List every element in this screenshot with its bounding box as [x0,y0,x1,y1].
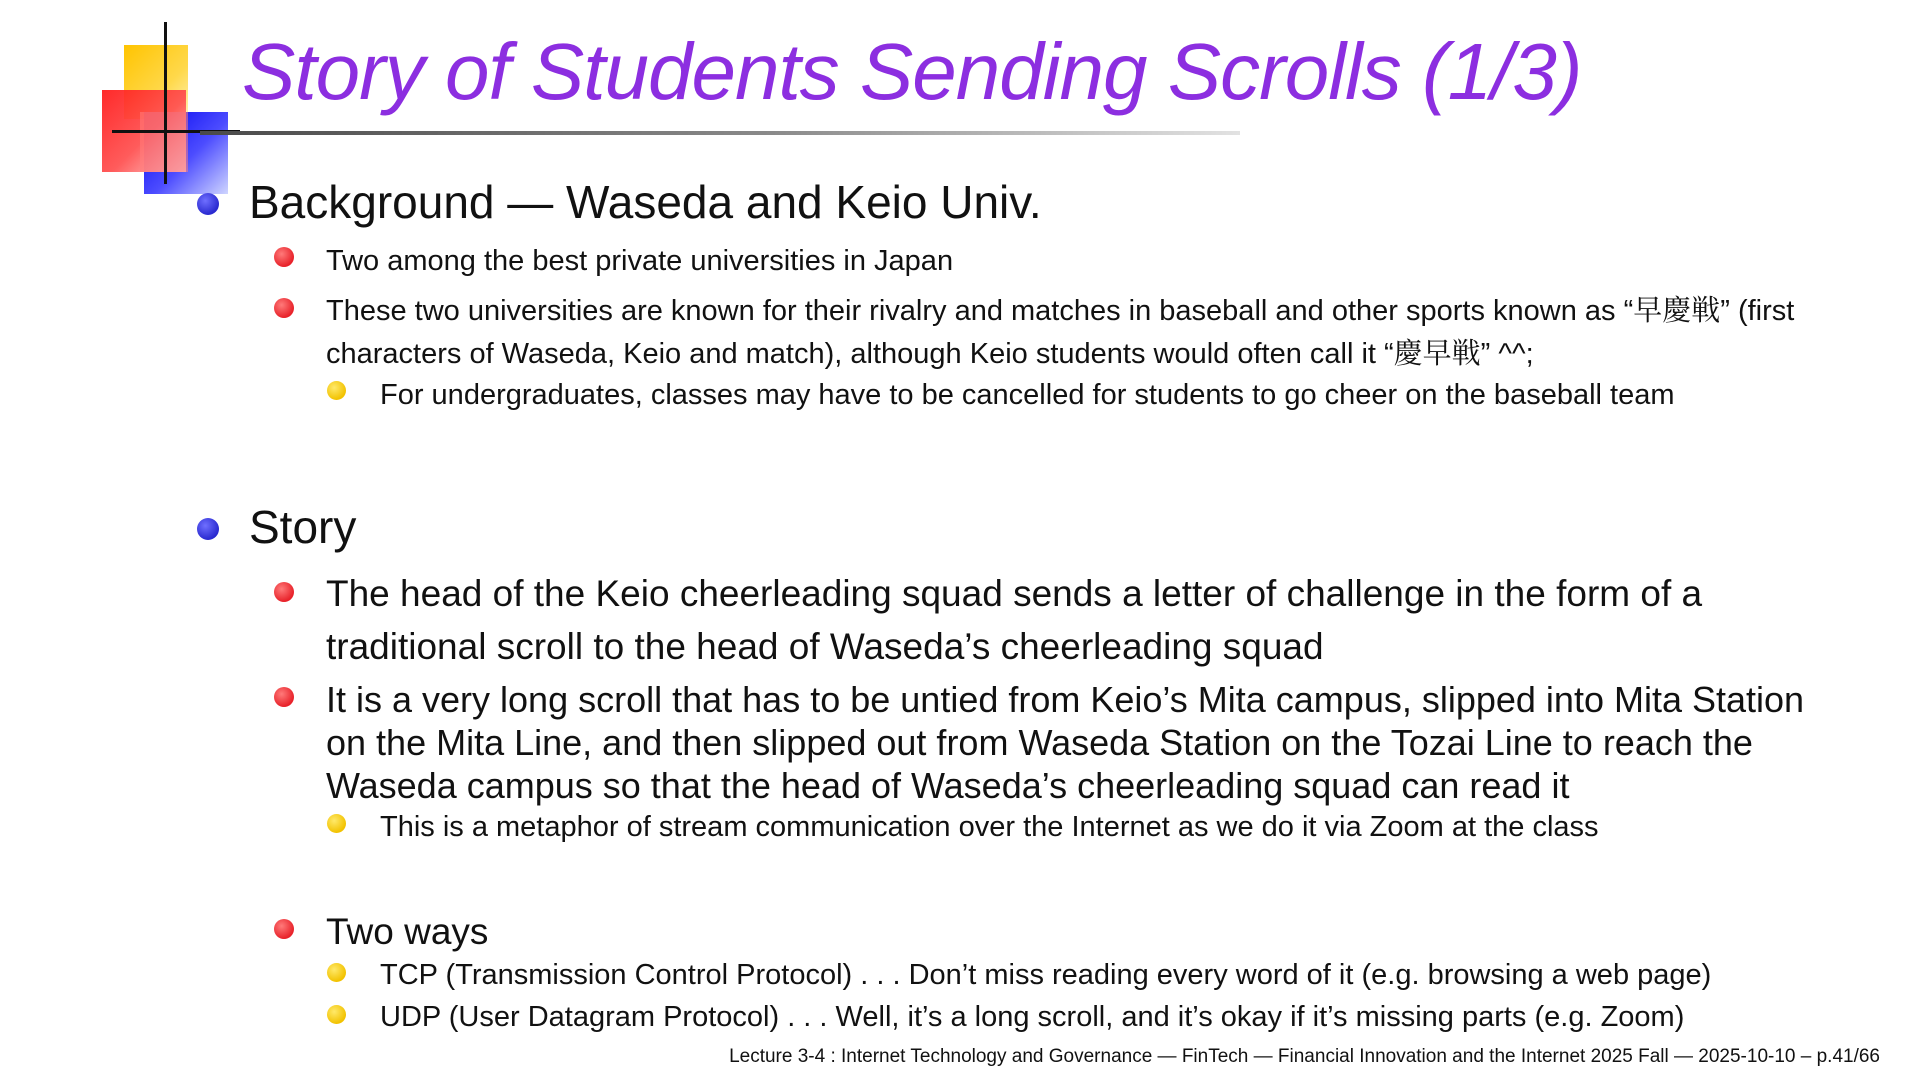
item-bullet [274,582,294,602]
sub-item-bullet [327,1005,346,1024]
sub-item-text: UDP (User Datagram Protocol) . . . Well, it’s a long scroll, and it’s okay if it’s missing parts (e.g. Zoom) [380,1001,1685,1033]
section-bullet-background [197,193,219,215]
title-underline [200,131,1240,135]
list-item-text-continued: traditional scroll to the head of Waseda’s cheerleading squad [326,626,1324,667]
list-item-text-continued: on the Mita Line, and then slipped out from Waseda Station on the Tozai Line to reach the [326,722,1753,763]
sub-item-text: For undergraduates, classes may have to be cancelled for students to go cheer on the baseball team [380,379,1675,411]
sub-item-bullet [327,381,346,400]
item-bullet [274,687,294,707]
item-bullet [274,298,294,318]
slide-title: Story of Students Sending Scrolls (1/3) [242,27,1582,116]
sub-item-text: This is a metaphor of stream communication over the Internet as we do it via Zoom at the class [380,811,1599,843]
list-item-text-continued: characters of Waseda, Keio and match), although Keio students would often call it “慶早戦” ^^; [326,338,1534,370]
list-item-text: Two among the best private universities in Japan [326,245,954,277]
item-bullet [274,247,294,267]
list-item-text: It is a very long scroll that has to be untied from Keio’s Mita campus, slipped into Mita Station [326,679,1805,720]
list-item-text: The head of the Keio cheerleading squad sends a letter of challenge in the form of a [326,573,1703,614]
list-item-text: These two universities are known for their rivalry and matches in baseball and other sports known as “早慶戦” (first [326,295,1795,327]
item-bullet [274,919,294,939]
section-heading-story: Story [249,501,357,553]
sub-item-bullet [327,963,346,982]
section-heading-background: Background — Waseda and Keio Univ. [249,176,1042,228]
list-item-text: Two ways [326,911,489,952]
section-bullet-story [197,518,219,540]
slide-footer: Lecture 3-4 : Internet Technology and Governance — FinTech — Financial Innovation and the Internet 2025 Fall — 2025-10-10 – p.41/66 [729,1046,1880,1067]
sub-item-bullet [327,814,346,833]
sub-item-text: TCP (Transmission Control Protocol) . . . Don’t miss reading every word of it (e.g. browsing a web page) [380,959,1712,991]
logo-vertical-line [164,22,167,184]
list-item-text-continued: Waseda campus so that the head of Waseda’s cheerleading squad can read it [326,765,1570,806]
slide-logo-decoration [100,20,240,190]
